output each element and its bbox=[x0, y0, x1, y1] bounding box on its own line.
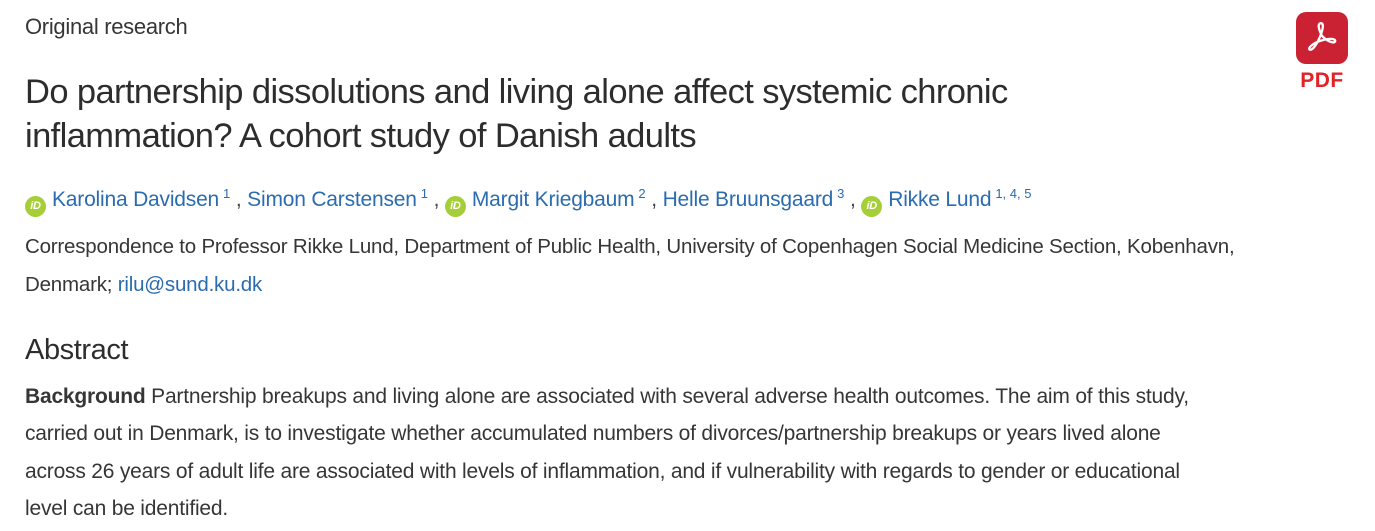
author-affiliation-sup: 1 bbox=[223, 186, 231, 201]
author-affiliation-sup: 2 bbox=[638, 186, 646, 201]
article-title-line1: Do partnership dissolutions and living alone affect systemic chronic bbox=[25, 73, 1008, 111]
download-pdf-button[interactable] bbox=[1287, 12, 1357, 93]
author-link-margit-kriegbaum[interactable]: Margit Kriegbaum bbox=[471, 188, 635, 211]
correspondence-email-link[interactable]: rilu@sund.ku.dk bbox=[117, 273, 263, 296]
abstract-line3: across 26 years of adult life are associated with levels of inflammation, and if vulnerability with regards to gender or educational bbox=[25, 459, 1180, 483]
abstract-body bbox=[25, 378, 1189, 527]
author-link-helle-bruunsgaard[interactable]: Helle Bruunsgaard bbox=[662, 188, 834, 211]
article-type-kicker: Original research bbox=[25, 14, 188, 39]
author-list bbox=[25, 186, 1031, 217]
author-separator: , bbox=[230, 188, 248, 211]
author-link-karolina-davidsen[interactable]: Karolina Davidsen bbox=[52, 188, 220, 211]
article-title bbox=[25, 70, 1008, 158]
author-affiliation-sup: 1, 4, 5 bbox=[995, 186, 1032, 201]
article-title-line2: inflammation? A cohort study of Danish adults bbox=[25, 117, 697, 155]
correspondence-line1: Correspondence to Professor Rikke Lund, Department of Public Health, University of Copenhagen Social Medicine Section, Kobenhavn, bbox=[25, 235, 1235, 258]
orcid-icon[interactable]: iD bbox=[445, 196, 466, 217]
pdf-label: PDF bbox=[1300, 69, 1344, 92]
author-affiliation-sup: 3 bbox=[837, 186, 845, 201]
correspondence-line2-prefix: Denmark; bbox=[25, 273, 118, 296]
abstract-background-label: Background bbox=[25, 385, 146, 408]
orcid-icon[interactable]: iD bbox=[25, 196, 46, 217]
abstract-heading: Abstract bbox=[25, 334, 129, 366]
abstract-line4: level can be identified. bbox=[25, 496, 229, 520]
correspondence-block bbox=[25, 228, 1234, 304]
author-separator: , bbox=[645, 188, 663, 211]
abstract-line1-text: Partnership breakups and living alone are associated with several adverse health outcomes. The aim of this study, bbox=[145, 385, 1189, 408]
abstract-line2: carried out in Denmark, is to investigate whether accumulated numbers of divorces/partnership breakups or years lived alone bbox=[25, 422, 1161, 446]
author-link-simon-carstensen[interactable]: Simon Carstensen bbox=[247, 188, 417, 211]
orcid-icon[interactable]: iD bbox=[861, 196, 882, 217]
acrobat-pdf-icon bbox=[1296, 12, 1348, 64]
author-separator: , bbox=[844, 188, 862, 211]
correspondence-line2 bbox=[25, 266, 1234, 304]
abstract-line1 bbox=[25, 378, 1189, 415]
author-separator: , bbox=[427, 188, 445, 211]
author-link-rikke-lund[interactable]: Rikke Lund bbox=[888, 188, 992, 211]
author-affiliation-sup: 1 bbox=[420, 186, 428, 201]
